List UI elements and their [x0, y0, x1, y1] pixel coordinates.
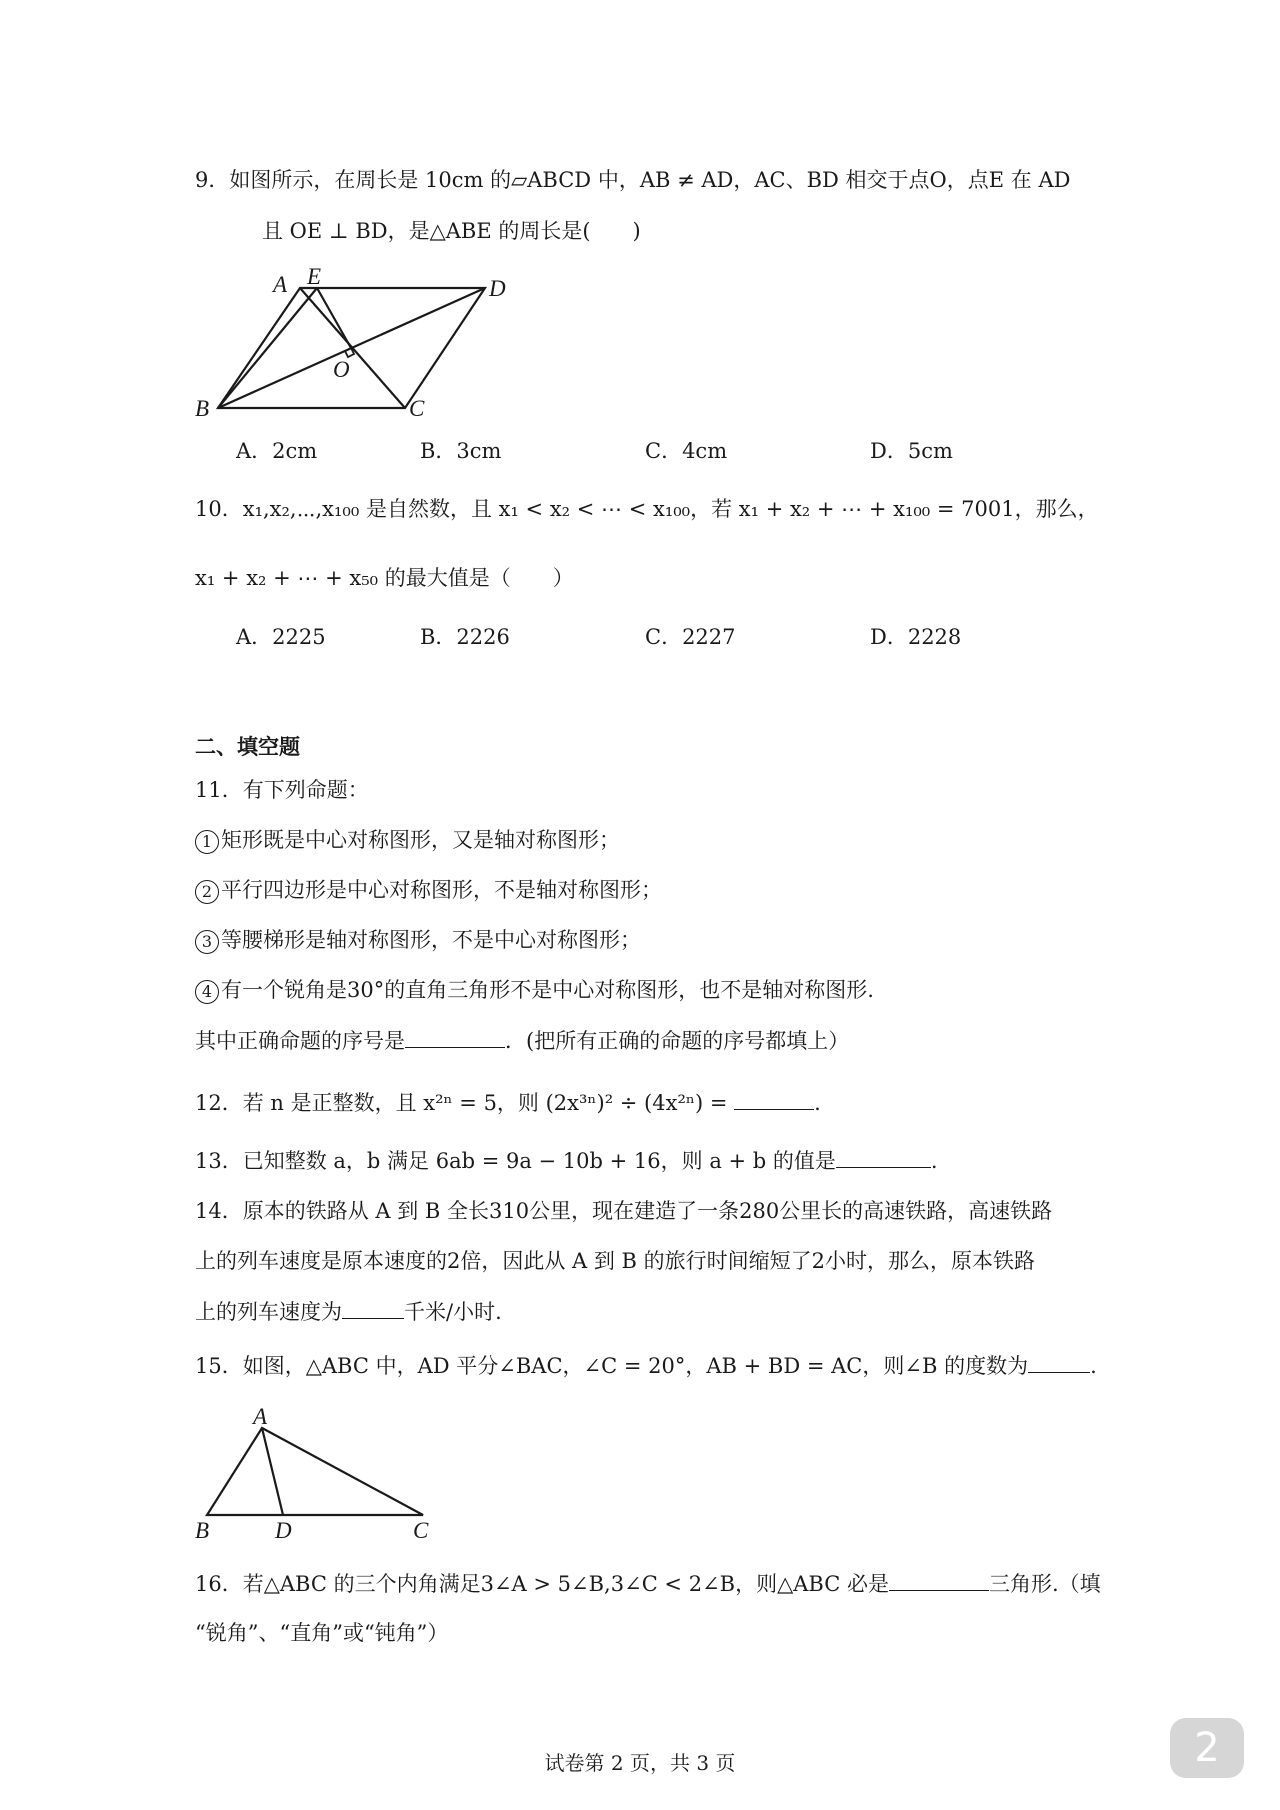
- triangle-figure: [195, 1402, 440, 1542]
- q9-line2: 且 OE ⊥ BD，是△ABE 的周长是( ): [262, 219, 641, 243]
- parallelogram-figure: [195, 262, 525, 422]
- q10-line2: x₁ + x₂ + ⋯ + x₅₀ 的最大值是（ ）: [195, 566, 574, 590]
- q11-ask: [195, 1025, 849, 1056]
- label-a: A: [253, 1404, 268, 1429]
- label-a: A: [273, 272, 288, 297]
- q14-unit: 千米/小时.: [404, 1300, 502, 1324]
- answer-blank[interactable]: [342, 1296, 404, 1319]
- label-d: D: [489, 276, 506, 301]
- bisector-ad: [262, 1428, 283, 1515]
- label-c: C: [409, 396, 425, 421]
- q11-item-4: [195, 975, 874, 1005]
- q11-ask-text: 其中正确命题的序号是: [195, 1029, 405, 1053]
- answer-blank[interactable]: [405, 1025, 505, 1048]
- circled-number: 2: [195, 880, 219, 904]
- q15-text: 15．如图，△ABC 中，AD 平分∠BAC，∠C = 20°，AB + BD = AC，则∠B 的度数为: [195, 1354, 1029, 1378]
- q13-line: [195, 1145, 938, 1176]
- answer-blank[interactable]: [889, 1568, 989, 1591]
- q9-option-c: C．4cm: [645, 439, 728, 463]
- page-footer: 试卷第 2 页，共 3 页: [544, 1751, 736, 1775]
- circled-number: 1: [195, 830, 219, 854]
- q11-item-text: 矩形既是中心对称图形，又是轴对称图形；: [221, 828, 620, 852]
- label-b: B: [195, 1518, 210, 1542]
- q11-item-text: 等腰梯形是轴对称图形，不是中心对称图形；: [221, 928, 641, 952]
- q11-item-3: [195, 925, 641, 955]
- circled-number: 4: [195, 980, 219, 1004]
- q10-option-d: D．2228: [870, 625, 962, 649]
- q9-line1: 9．如图所示，在周长是 10cm 的▱ABCD 中，AB ≠ AD，AC、BD 相交于点O，点E 在 AD: [195, 168, 1071, 192]
- q16-line1: [195, 1568, 1101, 1599]
- q14-line1: 14．原本的铁路从 A 到 B 全长310公里，现在建造了一条280公里长的高速铁路，高速铁路: [195, 1199, 1053, 1223]
- triangle-abc: [207, 1428, 423, 1515]
- q12-line: [195, 1087, 821, 1118]
- q9-option-b: B．3cm: [420, 439, 502, 463]
- q14-line3: [195, 1296, 502, 1327]
- q10-option-a: A．2225: [236, 625, 326, 649]
- q13-text: 13．已知整数 a，b 满足 6ab = 9a − 10b + 16，则 a + b 的值是: [195, 1149, 836, 1173]
- q11-item-text: 平行四边形是中心对称图形，不是轴对称图形；: [221, 878, 662, 902]
- page-number-badge: 2: [1170, 1718, 1244, 1778]
- q15-end: .: [1090, 1354, 1097, 1378]
- q16-note: 三角形.（填: [988, 1572, 1101, 1596]
- segment-be: [218, 288, 317, 408]
- q12-end: .: [814, 1091, 821, 1115]
- label-d: D: [275, 1518, 292, 1542]
- q14-text: 上的列车速度为: [195, 1300, 342, 1324]
- label-c: C: [413, 1518, 429, 1542]
- q9-option-a: A．2cm: [236, 439, 318, 463]
- label-e: E: [307, 264, 322, 289]
- q11-item-text: 有一个锐角是30°的直角三角形不是中心对称图形，也不是轴对称图形.: [221, 978, 874, 1002]
- q13-end: .: [930, 1149, 938, 1173]
- circled-number: 3: [195, 930, 219, 954]
- label-o: O: [333, 357, 350, 382]
- q10-option-b: B．2226: [420, 625, 510, 649]
- q10-option-c: C．2227: [645, 625, 736, 649]
- answer-blank[interactable]: [836, 1145, 931, 1168]
- q14-line2: 上的列车速度是原本速度的2倍，因此从 A 到 B 的旅行时间缩短了2小时，那么，原本铁路: [195, 1249, 1036, 1273]
- q11-intro: 11．有下列命题：: [195, 778, 369, 802]
- q10-line1: 10．x₁,x₂,⋯,x₁₀₀ 是自然数，且 x₁ < x₂ < ⋯ < x₁₀₀，若 x₁ + x₂ + ⋯ + x₁₀₀ = 7001，那么，: [195, 497, 1099, 521]
- section-title: 二、填空题: [195, 734, 300, 759]
- q12-text: 12．若 n 是正整数，且 x²ⁿ = 5，则 (2x³ⁿ)² ÷ (4x²ⁿ) =: [195, 1091, 728, 1115]
- q15-line: [195, 1350, 1097, 1381]
- q16-line2: “锐角”、“直角”或“钝角”）: [195, 1621, 449, 1645]
- q11-ask-note: ．(把所有正确的命题的序号都填上）: [505, 1029, 850, 1053]
- q11-item-2: [195, 875, 662, 905]
- q11-item-1: [195, 825, 620, 855]
- answer-blank[interactable]: [1028, 1350, 1090, 1373]
- answer-blank[interactable]: [734, 1087, 814, 1110]
- segment-eo: [317, 288, 351, 348]
- q16-text: 16．若△ABC 的三个内角满足3∠A > 5∠B,3∠C < 2∠B，则△ABC 必是: [195, 1572, 889, 1596]
- label-b: B: [195, 396, 210, 421]
- q9-option-d: D．5cm: [870, 439, 953, 463]
